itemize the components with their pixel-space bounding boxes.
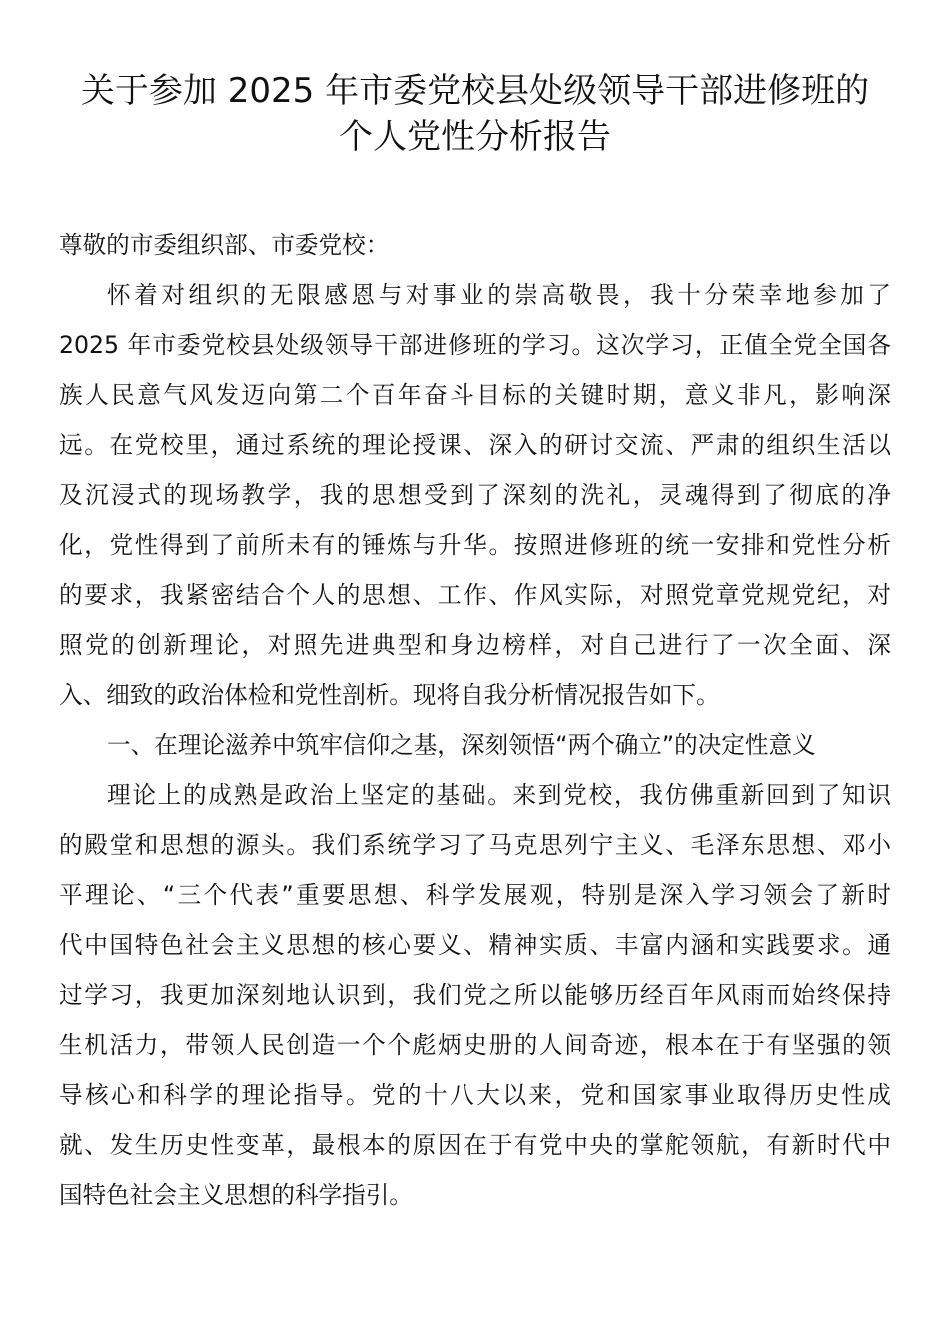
section-heading-1: 一、在理论滋养中筑牢信仰之基，深刻领悟“两个确立”的决定性意义 [107,731,816,759]
title-line-2: 个人党性分析报告 [339,117,611,157]
paragraph-1-line-5: 及沉浸式的现场教学，我的思想受到了深刻的洗礼，灵魂得到了彻底的净 [59,481,891,509]
paragraph-1-line-6: 化，党性得到了前所未有的锤炼与升华。按照进修班的统一安排和党性分析 [59,531,891,559]
paragraph-2-line-9: 国特色社会主义思想的科学指引。 [59,1181,413,1209]
paragraph-1-line-1: 怀着对组织的无限感恩与对事业的崇高敬畏，我十分荣幸地参加了 [107,281,891,309]
document-title [59,68,891,160]
paragraph-1-line-4: 远。在党校里，通过系统的理论授课、深入的研讨交流、严肃的组织生活以 [59,431,891,459]
paragraph-2-line-7: 导核心和科学的理论指导。党的十八大以来，党和国家事业取得历史性成 [59,1081,891,1109]
document-body [59,220,891,1220]
paragraph-2-line-8: 就、发生历史性变革，最根本的原因在于有党中央的掌舵领航，有新时代中 [59,1131,891,1159]
paragraph-2-line-3: 平理论、“三个代表”重要思想、科学发展观，特别是深入学习领会了新时 [59,881,891,909]
title-line-1: 关于参加 2025 年市委党校县处级领导干部进修班的 [80,71,870,111]
paragraph-2-line-5: 过学习，我更加深刻地认识到，我们党之所以能够历经百年风雨而始终保持 [59,981,891,1009]
paragraph-1-line-3: 族人民意气风发迈向第二个百年奋斗目标的关键时期，意义非凡，影响深 [59,381,891,409]
paragraph-1-line-2: 2025 年市委党校县处级领导干部进修班的学习。这次学习，正值全党全国各 [59,331,891,359]
paragraph-1-line-9: 入、细致的政治体检和党性剖析。现将自我分析情况报告如下。 [59,681,720,709]
paragraph-1-line-7: 的要求，我紧密结合个人的思想、工作、作风实际，对照党章党规党纪，对 [59,581,891,609]
paragraph-1-line-8: 照党的创新理论，对照先进典型和身边榜样，对自己进行了一次全面、深 [59,631,891,659]
paragraph-2-line-6: 生机活力，带领人民创造一个个彪炳史册的人间奇迹，根本在于有坚强的领 [59,1031,891,1059]
paragraph-2-line-1: 理论上的成熟是政治上坚定的基础。来到党校，我仿佛重新回到了知识 [107,781,891,809]
salutation: 尊敬的市委组织部、市委党校： [59,231,390,259]
paragraph-2-line-4: 代中国特色社会主义思想的核心要义、精神实质、丰富内涵和实践要求。通 [59,931,891,959]
paragraph-2-line-2: 的殿堂和思想的源头。我们系统学习了马克思列宁主义、毛泽东思想、邓小 [59,831,891,859]
